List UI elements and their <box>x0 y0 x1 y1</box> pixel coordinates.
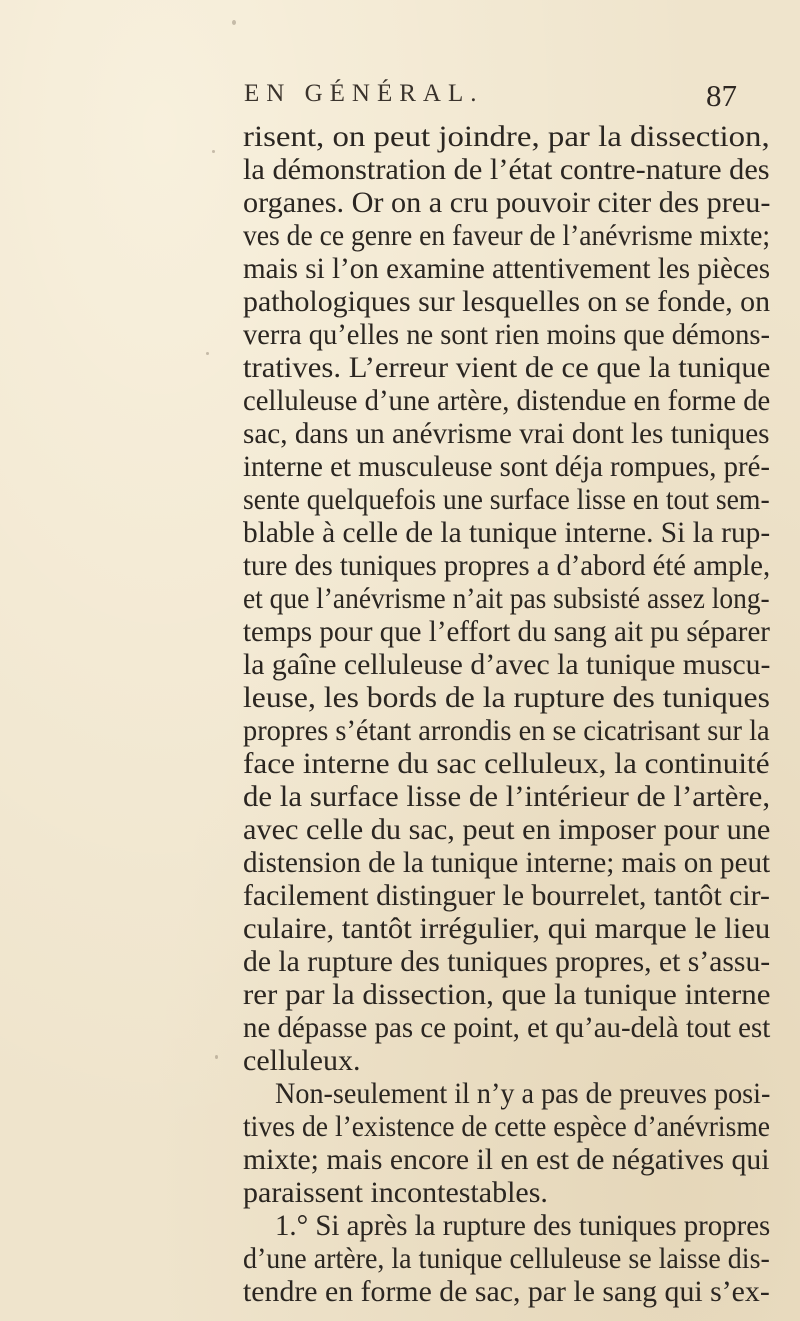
text-line: d’une artère, la tunique celluleuse se laisse dis- <box>243 1242 770 1275</box>
text-line: de la rupture des tuniques propres, et s’assu- <box>243 945 771 978</box>
text-line: celluleux. <box>243 1044 361 1077</box>
paper-speck <box>215 1055 218 1059</box>
text-line: facilement distinguer le bourrelet, tantôt cir- <box>243 879 770 912</box>
page-number: 87 <box>706 78 737 113</box>
text-line: avec celle du sac, peut en imposer pour une <box>243 813 771 846</box>
text-line: tives de l’existence de cette espèce d’anévrisme <box>243 1110 771 1143</box>
text-line: sac, dans un anévrisme vrai dont les tuniques <box>243 417 770 450</box>
text-line: Non-seulement il n’y a pas de preuves posi- <box>275 1077 771 1110</box>
text-line: ne dépasse pas ce point, et qu’au-delà tout est <box>243 1011 771 1044</box>
text-line: paraissent incontestables. <box>243 1176 548 1209</box>
text-line: distension de la tunique interne; mais on peut <box>243 846 771 879</box>
paper-speck <box>206 352 209 355</box>
text-line: verra qu’elles ne sont rien moins que démons- <box>243 318 771 351</box>
text-line: pathologiques sur lesquelles on se fonde, on <box>243 285 771 318</box>
text-line: tendre en forme de sac, par le sang qui s’ex- <box>243 1275 770 1308</box>
text-line: risent, on peut joindre, par la dissection, <box>243 120 770 153</box>
paper-speck <box>232 20 236 25</box>
text-line: leuse, les bords de la rupture des tuniques <box>243 681 770 714</box>
text-line: rer par la dissection, que la tunique interne <box>243 978 771 1011</box>
text-line: tratives. L’erreur vient de ce que la tunique <box>243 351 771 384</box>
text-line: mixte; mais encore il en est de négatives qui <box>243 1143 770 1176</box>
text-line: la gaîne celluleuse d’avec la tunique muscu- <box>243 648 771 681</box>
text-line: culaire, tantôt irrégulier, qui marque le lieu <box>243 912 771 945</box>
text-line: propres s’étant arrondis en se cicatrisant sur la <box>243 714 770 747</box>
text-line: sente quelquefois une surface lisse en tout sem- <box>243 483 770 516</box>
text-line: celluleuse d’une artère, distendue en forme de <box>243 384 771 417</box>
running-head: EN GÉNÉRAL. <box>244 80 484 107</box>
text-line: blable à celle de la tunique interne. Si la rup- <box>243 516 771 549</box>
paper-speck <box>212 150 215 153</box>
text-line: la démonstration de l’état contre-nature des <box>243 153 770 186</box>
text-line: temps pour que l’effort du sang ait pu séparer <box>243 615 770 648</box>
text-line: de la surface lisse de l’intérieur de l’artère, <box>243 780 771 813</box>
text-line: interne et musculeuse sont déja rompues, pré- <box>243 450 770 483</box>
text-line: ture des tuniques propres a d’abord été ample, <box>243 549 771 582</box>
text-line: 1.° Si après la rupture des tuniques propres <box>275 1209 771 1242</box>
page-header <box>0 80 800 120</box>
text-line: face interne du sac celluleux, la continuité <box>243 747 770 780</box>
text-line: ves de ce genre en faveur de l’anévrisme mixte; <box>243 219 771 252</box>
text-line: organes. Or on a cru pouvoir citer des preu- <box>243 186 771 219</box>
text-line: mais si l’on examine attentivement les pièces <box>243 252 771 285</box>
text-line: et que l’anévrisme n’ait pas subsisté assez long- <box>243 582 770 615</box>
